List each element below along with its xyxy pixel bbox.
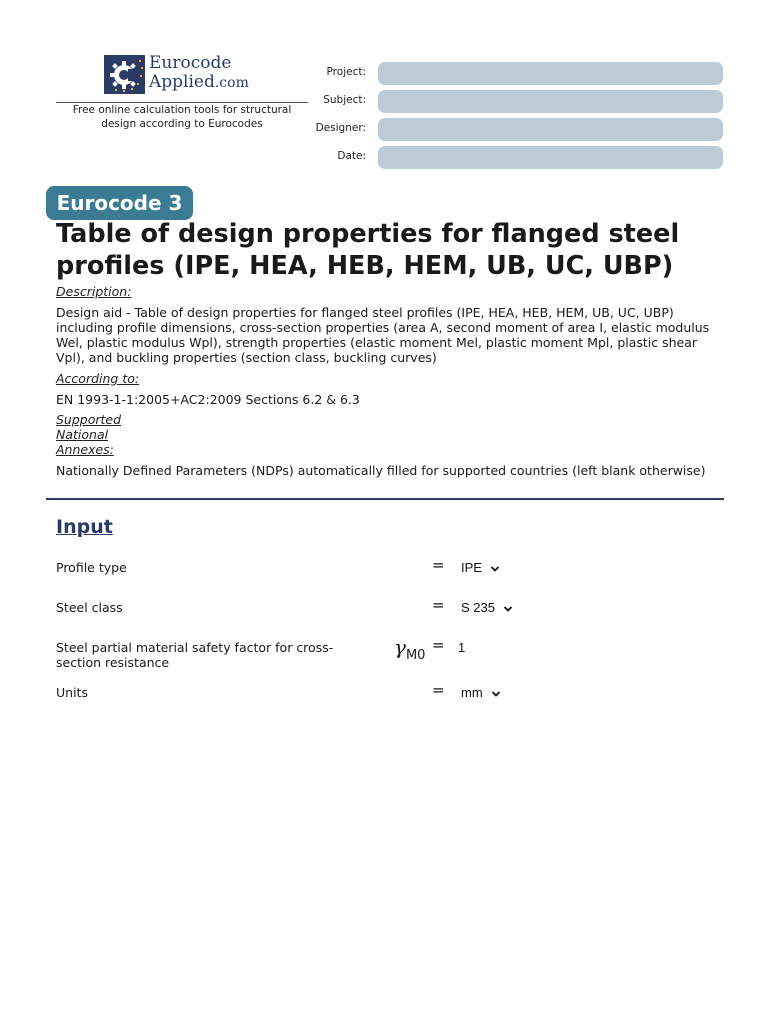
profile-type-label: Profile type [56, 560, 127, 575]
gamma-symbol: γ [394, 635, 406, 659]
equals-sign: = [432, 596, 445, 614]
safety-factor-input[interactable]: 1 [458, 640, 466, 655]
units-value: mm [461, 685, 483, 700]
steel-class-value: S 235 [461, 600, 495, 615]
steel-class-select[interactable] [461, 600, 513, 615]
tagline: Free online calculation tools for structural design according to Eurocodes [72, 104, 292, 130]
description-label: Description: [56, 284, 132, 299]
gear-logo-icon [104, 55, 145, 94]
input-heading: Input [56, 516, 113, 538]
gamma-m0-symbol [394, 635, 425, 663]
logo-domain: .com [214, 75, 249, 91]
date-field[interactable] [378, 146, 723, 169]
annexes-text: Nationally Defined Parameters (NDPs) automatically filled for supported countries (left blank otherwise) [56, 463, 706, 478]
safety-factor-label: Steel partial material safety factor for cross-section resistance [56, 640, 334, 670]
subject-label: Subject: [323, 94, 366, 106]
annexes-label-2: National [56, 427, 109, 442]
profile-type-select[interactable] [461, 560, 500, 575]
description-text: Design aid - Table of design properties for flanged steel profiles (IPE, HEA, HEB, HEM, UB, UC, UBP) including profile dimensions, cross-section properties (area A, second moment of area I, elastic modulus Wel, plastic modulus Wpl), strength properties (elastic moment Mel, plastic moment Mpl, plastic shear Vpl), and buckling properties (section class, buckling curves) [56, 305, 710, 365]
profile-type-value: IPE [461, 560, 482, 575]
gamma-subscript: M0 [405, 648, 426, 663]
equals-sign: = [432, 681, 445, 699]
according-label: According to: [56, 371, 140, 386]
page-title: Table of design properties for flanged steel profiles (IPE, HEA, HEB, HEM, UB, UC, UBP) [56, 219, 680, 281]
logo-wordmark [149, 54, 249, 93]
equals-sign: = [432, 636, 445, 654]
designer-field[interactable] [378, 118, 723, 141]
logo-line-1: Eurocode [149, 53, 232, 73]
chevron-down-icon [490, 565, 500, 573]
eurocode-badge: Eurocode 3 [46, 186, 193, 220]
units-label: Units [56, 685, 88, 700]
logo[interactable] [104, 54, 274, 96]
date-label: Date: [337, 150, 366, 162]
subject-field[interactable] [378, 90, 723, 113]
steel-class-label: Steel class [56, 600, 123, 615]
according-text: EN 1993-1-1:2005+AC2:2009 Sections 6.2 & 6.3 [56, 392, 360, 407]
logo-line-2: Applied [149, 72, 215, 92]
chevron-down-icon [491, 690, 501, 698]
annexes-label-1: Supported [56, 412, 122, 427]
units-select[interactable] [461, 685, 501, 700]
equals-sign: = [432, 556, 445, 574]
annexes-label-3: Annexes: [56, 442, 114, 457]
chevron-down-icon [503, 605, 513, 613]
designer-label: Designer: [315, 122, 366, 134]
section-divider [46, 498, 724, 500]
project-label: Project: [326, 66, 366, 78]
project-field[interactable] [378, 62, 723, 85]
